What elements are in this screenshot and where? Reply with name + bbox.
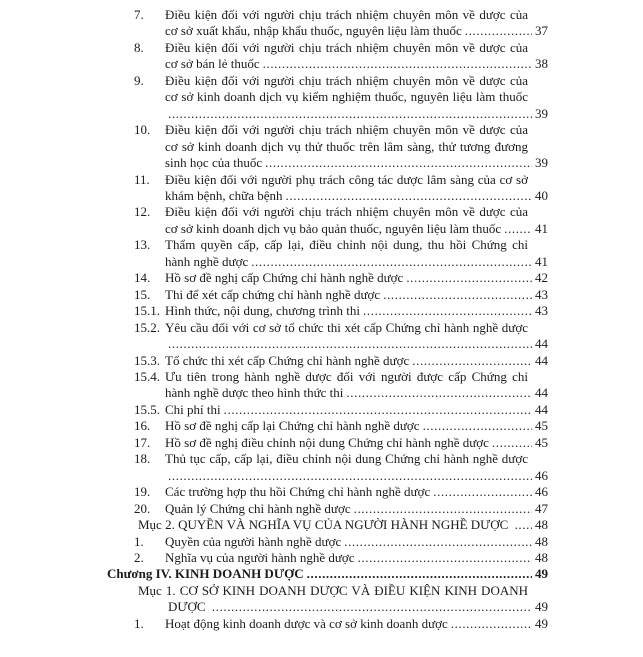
entry-text: sinh học của thuốc	[165, 155, 263, 171]
page-number: 45	[535, 434, 548, 450]
entry-last-line	[165, 254, 548, 270]
entry-last-line	[165, 303, 548, 319]
page-number: 49	[535, 566, 548, 582]
toc-entry	[134, 501, 548, 517]
page-number: 39	[535, 155, 548, 171]
toc-entry	[134, 40, 548, 73]
entry-last-line	[165, 23, 548, 39]
toc-entry	[134, 7, 548, 40]
dot-leader	[363, 303, 532, 319]
entry-text: Hồ sơ đề nghị điều chỉnh nội dung Chứng chỉ hành nghề dược	[165, 434, 489, 450]
entry-text: Chi phí thi	[165, 401, 221, 417]
entry-last-line	[165, 336, 548, 352]
entry-last-line	[138, 517, 548, 533]
entry-number: 1.	[134, 615, 144, 631]
toc-entry	[134, 237, 548, 270]
entry-body	[165, 7, 548, 40]
dot-leader	[423, 418, 532, 434]
entry-last-line	[165, 501, 548, 517]
entry-text: DƯỢC	[168, 599, 209, 615]
page-number: 46	[535, 467, 548, 483]
entry-last-line	[165, 550, 548, 566]
entry-body	[165, 402, 548, 418]
page-number: 48	[535, 549, 548, 565]
page-number: 43	[535, 286, 548, 302]
entry-last-line	[165, 534, 548, 550]
entry-number: 15.	[134, 286, 151, 302]
entry-text: hành nghề dược	[165, 253, 249, 269]
entry-text-line: cơ sở kinh doanh dịch vụ kiểm nghiệm thuốc, nguyên liệu làm thuốc	[165, 89, 528, 105]
page-number: 37	[535, 23, 548, 39]
toc-entry	[134, 122, 548, 171]
entry-text: Chương IV. KINH DOANH DƯỢC	[107, 566, 304, 582]
entry-number: 15.1.	[134, 303, 160, 319]
entry-number: 10.	[134, 122, 151, 138]
entry-body	[165, 418, 548, 434]
entry-text-line: Điều kiện đối với người chịu trách nhiệm chuyên môn về dược của	[165, 72, 528, 88]
entry-number: 13.	[134, 237, 151, 253]
entry-text-line: Ưu tiên trong hành nghề dược đối với người được cấp Chứng chỉ	[165, 368, 528, 384]
entry-body	[165, 550, 548, 566]
entry-number: 9.	[134, 72, 144, 88]
dot-leader	[344, 534, 532, 550]
dot-leader	[383, 287, 532, 303]
toc-entry	[138, 517, 548, 533]
entry-last-line	[165, 106, 548, 122]
toc-entry	[134, 616, 548, 632]
entry-number: 18.	[134, 451, 151, 467]
entry-body	[165, 204, 548, 237]
entry-body	[165, 451, 548, 484]
entry-number: 20.	[134, 500, 151, 516]
entry-text: Hình thức, nội dung, chương trình thi	[165, 303, 361, 319]
dot-leader	[515, 517, 532, 533]
dot-leader	[263, 56, 532, 72]
dot-leader	[286, 188, 532, 204]
page-number: 44	[535, 336, 548, 352]
dot-leader	[346, 385, 532, 401]
entry-body	[165, 287, 548, 303]
page-number: 48	[535, 533, 548, 549]
entry-text-line: Mục 1. CƠ SỞ KINH DOANH DƯỢC VÀ ĐIỀU KIỆN KINH DOANH	[138, 582, 528, 598]
entry-last-line	[168, 599, 548, 615]
entry-last-line	[165, 287, 548, 303]
entry-last-line	[165, 484, 548, 500]
entry-number: 12.	[134, 204, 151, 220]
page-number: 44	[535, 401, 548, 417]
page-number: 41	[535, 220, 548, 236]
entry-last-line	[165, 270, 548, 286]
entry-text-line: Điều kiện đối với người chịu trách nhiệm chuyên môn về dược của	[165, 7, 528, 22]
entry-last-line	[165, 155, 548, 171]
entry-text: Mục 2. QUYỀN VÀ NGHĨA VỤ CỦA NGƯỜI HÀNH NGHỀ DƯỢC	[138, 517, 512, 533]
entry-number: 7.	[134, 7, 144, 22]
entry-text-line: Yêu cầu đối với cơ sở tổ chức thi xét cấp Chứng chỉ hành nghề dược	[165, 319, 528, 335]
entry-text-line: Điều kiện đối với người chịu trách nhiệm chuyên môn về dược của	[165, 204, 528, 220]
entry-last-line	[165, 435, 548, 451]
dot-leader	[492, 435, 532, 451]
toc-entry	[134, 353, 548, 369]
dot-leader	[307, 566, 532, 582]
toc-entry	[134, 369, 548, 402]
entry-last-line	[165, 385, 548, 401]
dot-leader	[168, 468, 532, 484]
entry-number: 15.5.	[134, 401, 160, 417]
toc-entry	[134, 534, 548, 550]
entry-body	[165, 122, 548, 171]
page-number: 43	[535, 303, 548, 319]
dot-leader	[451, 616, 532, 632]
entry-number: 11.	[134, 171, 150, 187]
page-number: 45	[535, 418, 548, 434]
entry-body	[165, 353, 548, 369]
entry-number: 2.	[134, 549, 144, 565]
page-number: 44	[535, 352, 548, 368]
entry-body	[165, 369, 548, 402]
entry-number: 16.	[134, 418, 151, 434]
entry-last-line	[165, 188, 548, 204]
toc-entry	[134, 204, 548, 237]
entry-text: Tổ chức thi xét cấp Chứng chỉ hành nghề dược	[165, 352, 410, 368]
dot-leader	[168, 106, 532, 122]
entry-body	[165, 40, 548, 73]
entry-text: Các trường hợp thu hồi Chứng chỉ hành nghề dược	[165, 484, 431, 500]
entry-body	[165, 270, 548, 286]
dot-leader	[504, 221, 532, 237]
dot-leader	[465, 23, 532, 39]
entry-body	[165, 73, 548, 122]
entry-number: 15.3.	[134, 352, 160, 368]
entry-text: Quyền của người hành nghề dược	[165, 533, 342, 549]
entry-last-line	[165, 353, 548, 369]
page-number: 46	[535, 484, 548, 500]
entry-text: khám bệnh, chữa bệnh	[165, 187, 283, 203]
toc-entry	[134, 320, 548, 353]
dot-leader	[265, 155, 532, 171]
entry-text-line: Thẩm quyền cấp, cấp lại, điều chỉnh nội dung, thu hồi Chứng chỉ	[165, 237, 528, 253]
page-number: 48	[535, 517, 548, 533]
toc-entry	[134, 402, 548, 418]
dot-leader	[433, 484, 532, 500]
page-number: 38	[535, 56, 548, 72]
entry-text: cơ sở xuất khẩu, nhập khẩu thuốc, nguyên liệu làm thuốc	[165, 23, 462, 39]
entry-number: 15.4.	[134, 368, 160, 384]
toc-entry	[134, 484, 548, 500]
page-number: 49	[535, 599, 548, 615]
page-number: 41	[535, 253, 548, 269]
page-number: 40	[535, 187, 548, 203]
page-number: 39	[535, 105, 548, 121]
entry-text: Hoạt động kinh doanh dược và cơ sở kinh doanh dược	[165, 615, 448, 631]
toc-list	[0, 7, 643, 632]
dot-leader	[168, 336, 532, 352]
entry-text: Hồ sơ đề nghị cấp lại Chứng chỉ hành nghề dược	[165, 418, 420, 434]
entry-last-line	[107, 566, 548, 582]
entry-number: 15.2.	[134, 319, 160, 335]
entry-number: 17.	[134, 434, 151, 450]
toc-entry	[134, 451, 548, 484]
entry-last-line	[165, 221, 548, 237]
toc-entry	[134, 418, 548, 434]
entry-body	[165, 616, 548, 632]
page-number: 49	[535, 615, 548, 631]
entry-text-line: Điều kiện đối với người phụ trách công tác dược lâm sàng của cơ sở	[165, 171, 528, 187]
entry-body	[165, 534, 548, 550]
entry-text: cơ sở kinh doanh dịch vụ bảo quản thuốc, nguyên liệu làm thuốc	[165, 220, 502, 236]
toc-entry	[134, 270, 548, 286]
entry-body	[165, 320, 548, 353]
entry-body	[165, 435, 548, 451]
dot-leader	[212, 599, 532, 615]
entry-text: hành nghề dược theo hình thức thi	[165, 385, 344, 401]
page-number: 47	[535, 500, 548, 516]
entry-text: cơ sở bán lẻ thuốc	[165, 56, 260, 72]
entry-last-line	[165, 616, 548, 632]
dot-leader	[251, 254, 532, 270]
entry-text-line: cơ sở kinh doanh dịch vụ thử thuốc trên lâm sàng, thử tương đương	[165, 138, 528, 154]
entry-body	[165, 237, 548, 270]
entry-text-line: Điều kiện đối với người chịu trách nhiệm chuyên môn về dược của	[165, 122, 528, 138]
entry-text-line: Thủ tục cấp, cấp lại, điều chỉnh nội dung Chứng chỉ hành nghề dược	[165, 451, 528, 467]
entry-last-line	[165, 418, 548, 434]
toc-entry	[134, 287, 548, 303]
entry-last-line	[165, 56, 548, 72]
entry-last-line	[165, 468, 548, 484]
entry-text: Nghĩa vụ của người hành nghề dược	[165, 549, 355, 565]
dot-leader	[224, 402, 532, 418]
toc-entry	[134, 303, 548, 319]
entry-text: Thi để xét cấp chứng chỉ hành nghề dược	[165, 286, 381, 302]
toc-entry	[134, 172, 548, 205]
page-number: 42	[535, 270, 548, 286]
toc-entry	[134, 73, 548, 122]
toc-entry	[134, 435, 548, 451]
entry-body	[165, 501, 548, 517]
entry-text: Hồ sơ đề nghị cấp Chứng chỉ hành nghề dược	[165, 270, 404, 286]
entry-body	[165, 303, 548, 319]
dot-leader	[406, 270, 532, 286]
dot-leader	[412, 353, 532, 369]
entry-number: 1.	[134, 533, 144, 549]
entry-number: 19.	[134, 484, 151, 500]
toc-entry	[107, 566, 548, 582]
dot-leader	[358, 550, 532, 566]
entry-text-line: Điều kiện đối với người chịu trách nhiệm chuyên môn về dược của	[165, 39, 528, 55]
entry-number: 8.	[134, 39, 144, 55]
page-number: 44	[535, 385, 548, 401]
entry-body	[165, 484, 548, 500]
entry-body	[165, 172, 548, 205]
toc-entry	[138, 583, 548, 616]
toc-entry	[134, 550, 548, 566]
entry-number: 14.	[134, 270, 151, 286]
entry-text: Quản lý Chứng chỉ hành nghề dược	[165, 500, 351, 516]
dot-leader	[354, 501, 532, 517]
entry-last-line	[165, 402, 548, 418]
